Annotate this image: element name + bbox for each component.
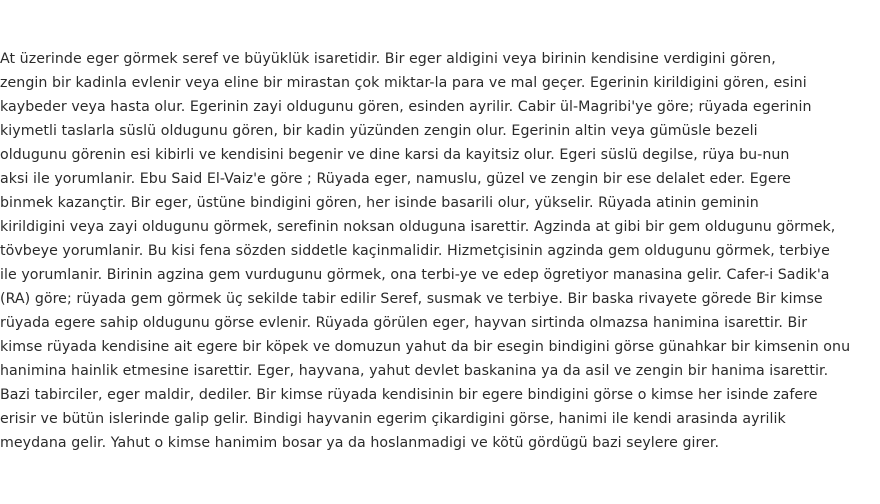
text-line: kaybeder veya hasta olur. Egerinin zayi oldugunu gören, esinden ayrilir. Cabir ül-Magribi'ye göre; rüyada egerinin xyxy=(0,99,812,115)
text-line: meydana gelir. Yahut o kimse hanimim bosar ya da hoslanmadigi ve kötü gördügü bazi seylere girer. xyxy=(0,435,720,451)
text-line: aksi ile yorumlanir. Ebu Said El-Vaiz'e göre ; Rüyada eger, namuslu, güzel ve zengin bir ese delalet eder. Egere xyxy=(0,171,791,187)
text-line: tövbeye yorumlanir. Bu kisi fena sözden siddetle kaçinmalidir. Hizmetçisinin agzinda gem oldugunu görmek, terbiye xyxy=(0,243,830,259)
text-line: (RA) göre; rüyada gem görmek üç sekilde tabir edilir Seref, susmak ve terbiye. Bir baska rivayete görede Bir kimse xyxy=(0,291,823,307)
text-line: hanimina hainlik etmesine isarettir. Eger, hayvana, yahut devlet baskanina ya da asil ve zengin bir hanima isarettir. xyxy=(0,363,829,379)
text-line: oldugunu görenin esi kibirli ve kendisini begenir ve dine karsi da kayitsiz olur. Egeri süslü degilse, rüya bu-nun xyxy=(0,147,790,163)
text-line: zengin bir kadinla evlenir veya eline bir mirastan çok miktar-la para ve mal geçer. Egerinin kirildigini gören, esini xyxy=(0,75,807,91)
document-body xyxy=(0,47,880,455)
text-line: binmek kazançtir. Bir eger, üstüne bindigini gören, her isinde basarili olur, yükselir. Rüyada atinin geminin xyxy=(0,195,759,211)
text-line: Bazi tabirciler, eger maldir, dediler. Bir kimse rüyada kendisinin bir egere bindigini görse o kimse her isinde zafere xyxy=(0,387,818,403)
text-line: kirildigini veya zayi oldugunu görmek, serefinin noksan olduguna isarettir. Agzinda at gibi bir gem oldugunu görmek, xyxy=(0,219,836,235)
text-line: erisir ve bütün islerinde galip gelir. Bindigi hayvanin egerim çikardigini görse, hanimi ile kendi arasinda ayrilik xyxy=(0,411,786,427)
text-line: kiymetli taslarla süslü oldugunu gören, bir kadin yüzünden zengin olur. Egerinin altin veya gümüsle bezeli xyxy=(0,123,758,139)
text-line: At üzerinde eger görmek seref ve büyüklük isaretidir. Bir eger aldigini veya birinin kendisine verdigini gören, xyxy=(0,51,776,67)
text-line: rüyada egere sahip oldugunu görse evlenir. Rüyada görülen eger, hayvan sirtinda olmazsa hanimina isarettir. Bir xyxy=(0,315,808,331)
text-line: kimse rüyada kendisine ait egere bir köpek ve domuzun yahut da bir esegin bindigini görse günahkar bir kimsenin onu xyxy=(0,339,851,355)
text-line: ile yorumlanir. Birinin agzina gem vurdugunu görmek, ona terbi-ye ve edep ögretiyor manasina gelir. Cafer-i Sadik'a xyxy=(0,267,830,283)
